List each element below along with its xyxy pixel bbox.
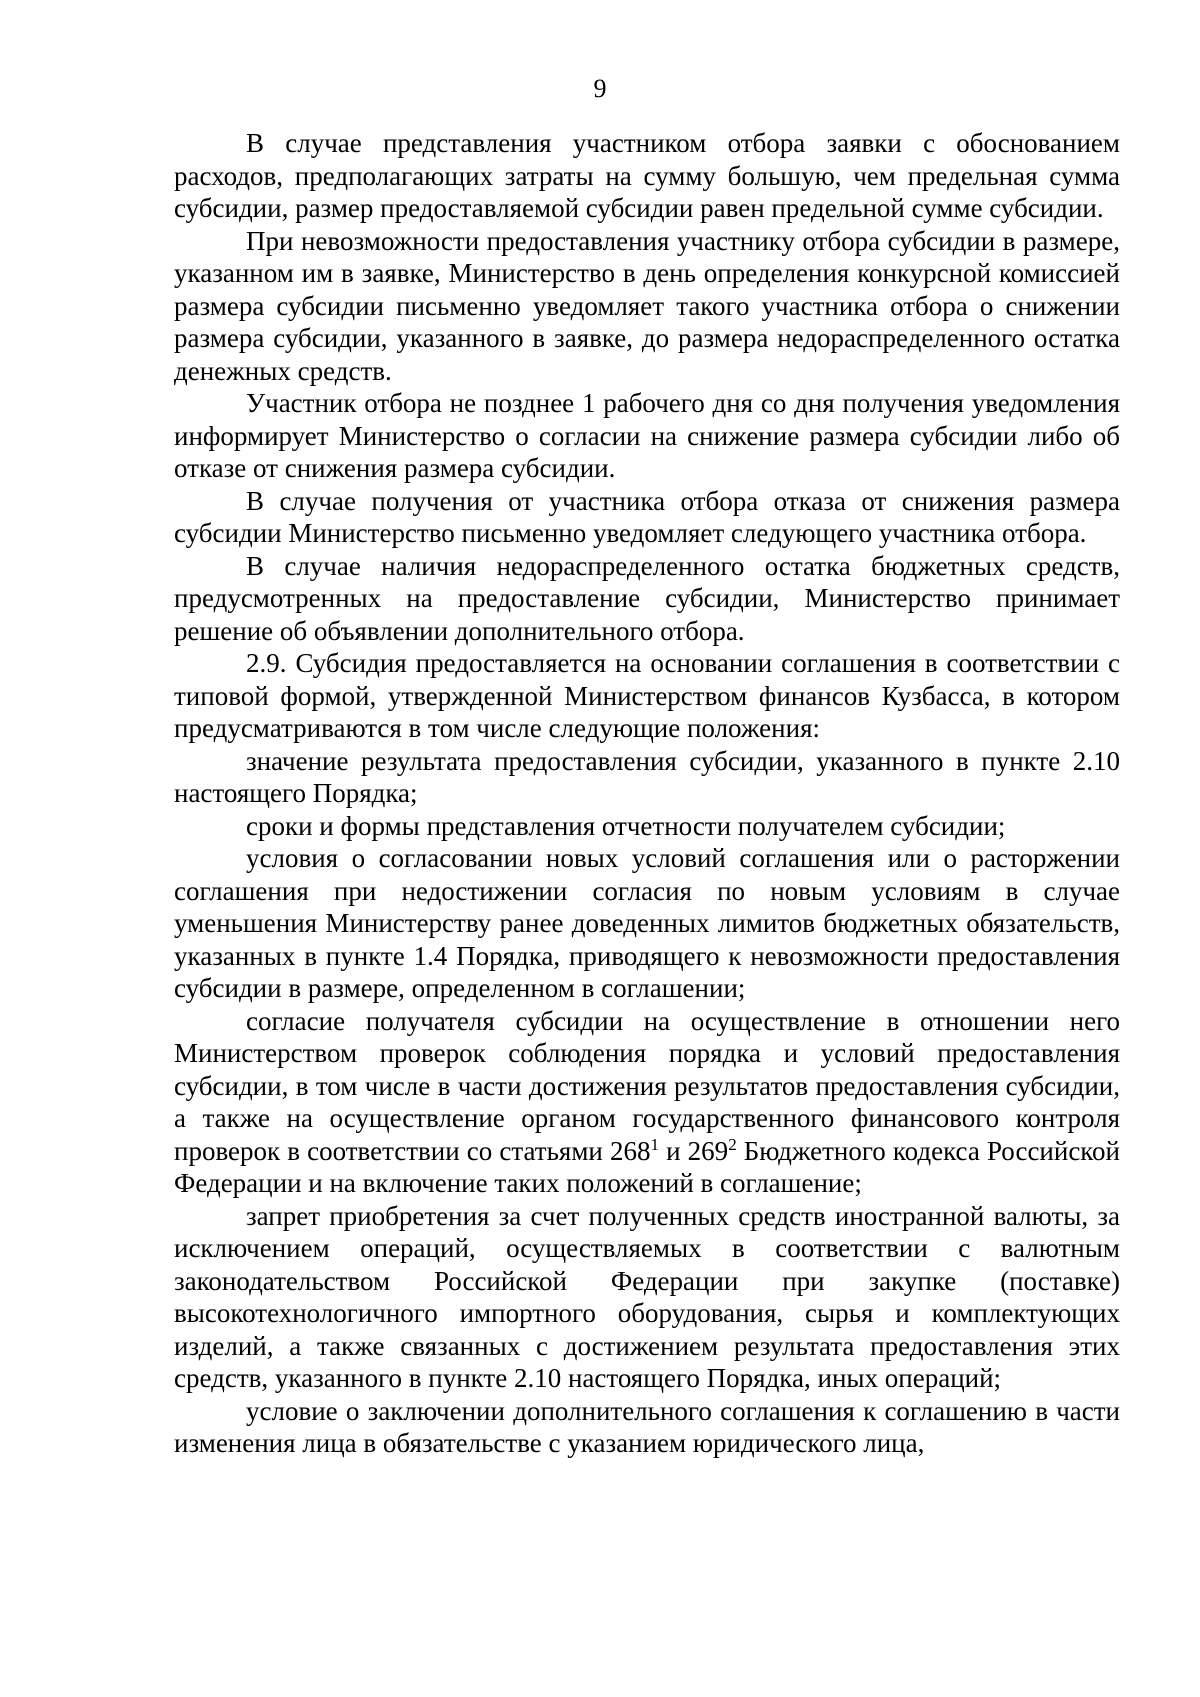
paragraph-audit-consent	[174, 1005, 1120, 1200]
paragraph-currency-prohibition: запрет приобретения за счет полученных средств иностранной валюты, за исключением операций, осуществляемых в соответствии с валютным законодательством Российской Федерации при закупке (поставке) высокотехнологичного импортного оборудования, сырья и комплектующих изделий, а также связанных с достижением результата предоставления этих средств, указанного в пункте 2.10 настоящего Порядка, иных операций;	[174, 1200, 1120, 1393]
paragraph-supplementary-agreement: условие о заключении дополнительного соглашения к соглашению в части изменения лица в обязательстве с указанием юридического лица,	[174, 1395, 1120, 1458]
audit-consent-text-before: согласие получателя субсидии на осуществление в отношении него Министерством проверок соблюдения порядка и условий предоставления субсидии, в том числе в части достижения результатов предоставления субсидии, а также на осуществление органом государственного финансового контроля проверок в соответствии со статьями 268	[174, 1005, 1120, 1166]
paragraph-agreement-conditions: условия о согласовании новых условий соглашения или о расторжении соглашения при недостижении согласия по новым условиям в случае уменьшения Министерству ранее доведенных лимитов бюджетных обязательств, указанных в пункте 1.4 Порядка, приводящего к невозможности предоставления субсидии в размере, определенном в соглашении;	[174, 843, 1120, 1003]
superscript-article-268: 1	[650, 1134, 659, 1154]
paragraph-section-2-9: 2.9. Субсидия предоставляется на основании соглашения в соответствии с типовой формой, утвержденной Министерством финансов Кузбасса, в котором предусматриваются в том числе следующие положения:	[174, 648, 1120, 743]
paragraph-subsidy-limit: В случае представления участником отбора заявки с обоснованием расходов, предполагающих затраты на сумму большую, чем предельная сумма субсидии, размер предоставляемой субсидии равен предельной сумме субсидии.	[174, 128, 1120, 223]
paragraph-reporting-terms: сроки и формы представления отчетности получателем субсидии;	[246, 810, 1006, 841]
paragraph-refusal-handling: В случае получения от участника отбора отказа от снижения размера субсидии Министерство письменно уведомляет следующего участника отбора.	[174, 485, 1120, 548]
paragraph-result-value: значение результата предоставления субсидии, указанного в пункте 2.10 настоящего Порядка;	[174, 745, 1120, 808]
paragraph-participant-response: Участник отбора не позднее 1 рабочего дня со дня получения уведомления информирует Министерство о согласии на снижение размера субсидии либо об отказе от снижения размера субсидии.	[174, 388, 1120, 483]
paragraph-subsidy-reduction-notice: При невозможности предоставления участнику отбора субсидии в размере, указанном им в заявке, Министерство в день определения конкурсной комиссией размера субсидии письменно уведомляет такого участника отбора о снижении размера субсидии, указанного в заявке, до размера недораспределенного остатка денежных средств.	[174, 225, 1120, 386]
superscript-article-269: 2	[728, 1134, 737, 1154]
audit-consent-text-after: Бюджетного кодекса Российской Федерации и на включение таких положений в соглашение;	[174, 1135, 1121, 1198]
page-number: 9	[593, 74, 607, 103]
audit-consent-text-middle: и 269	[659, 1135, 729, 1166]
document-body	[174, 127, 1120, 1460]
paragraph-additional-selection: В случае наличия недораспределенного остатка бюджетных средств, предусмотренных на предоставление субсидии, Министерство принимает решение об объявлении дополнительного отбора.	[174, 550, 1120, 646]
